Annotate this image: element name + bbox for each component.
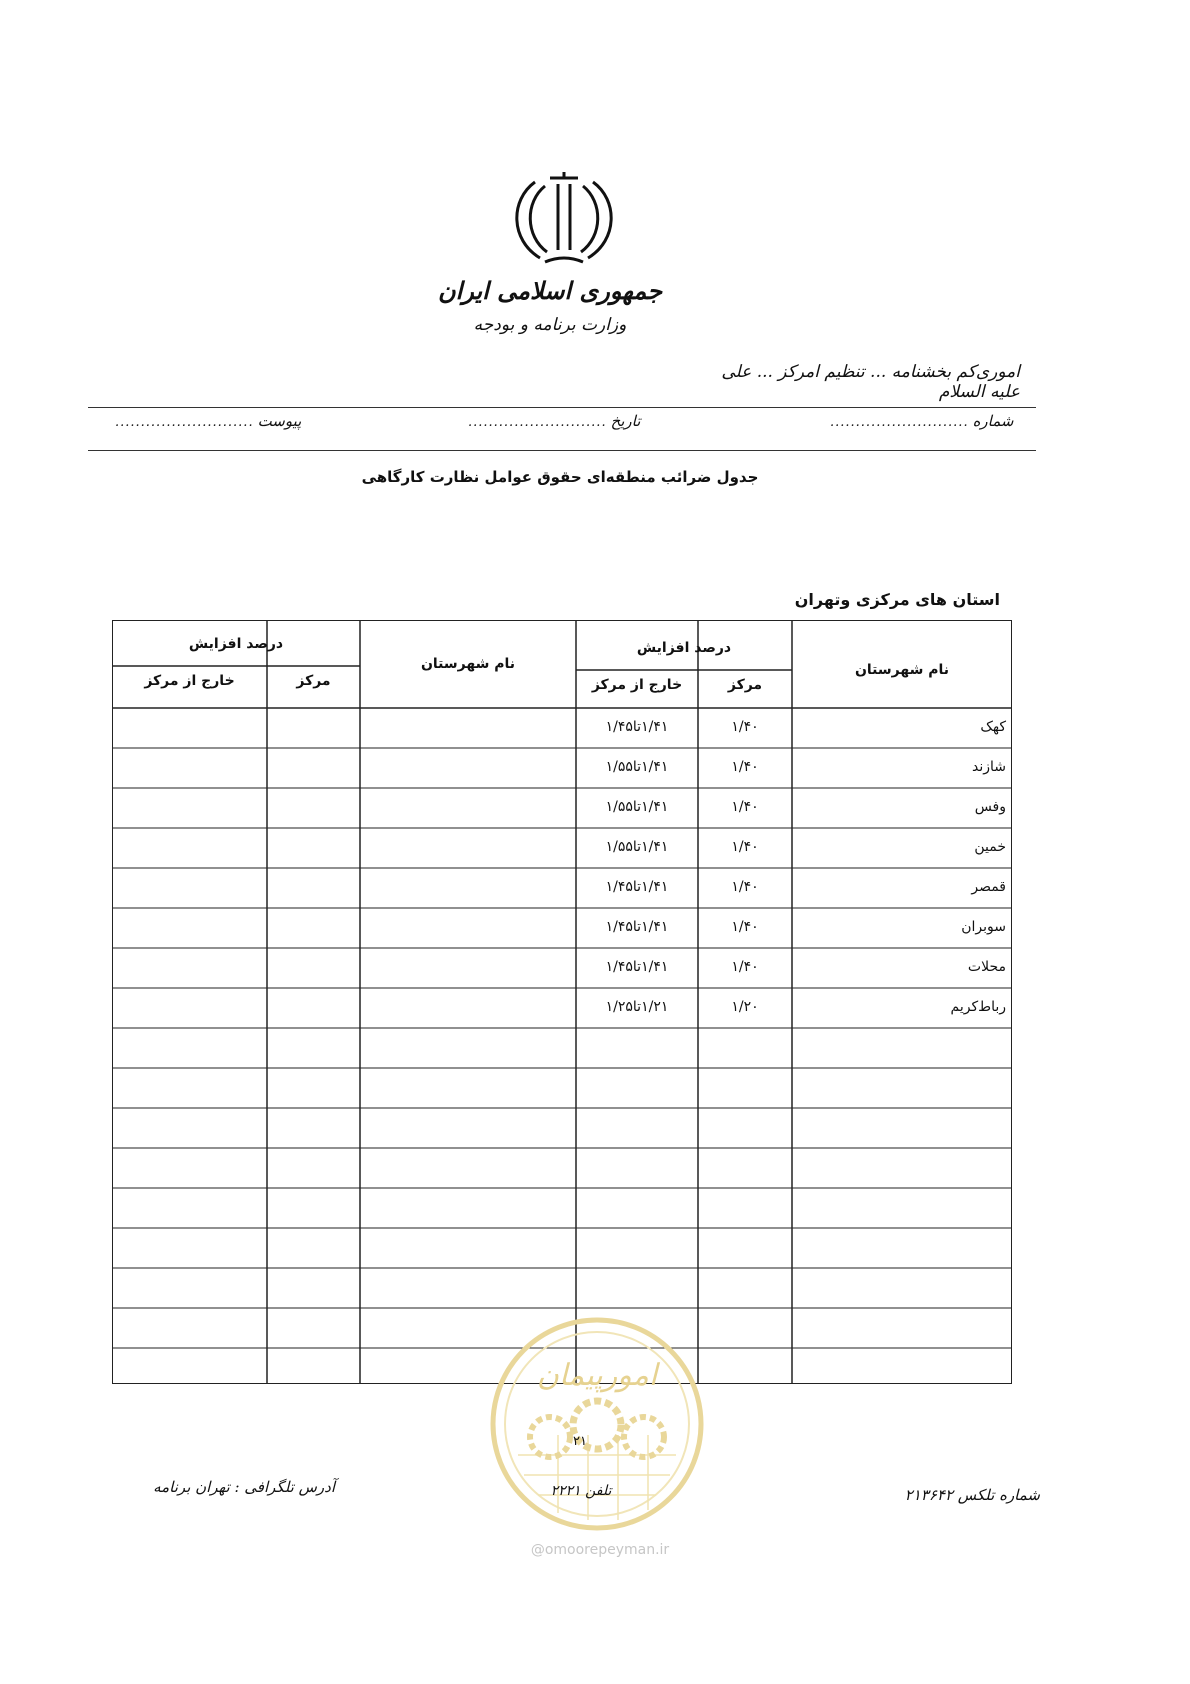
center-coefficient-cell: ۱/۴۰ [731,839,759,855]
center-coefficient-cell: ۱/۴۰ [731,719,759,735]
watermark-site: @omoorepeyman.ir [530,1542,670,1558]
header-rule-bottom [88,450,1036,451]
country-name: جمهوری اسلامی ایران [437,276,663,305]
attachment-field [115,412,301,430]
center-coefficient-cell: ۱/۴۰ [731,799,759,815]
right-center-header: مرکز [727,677,763,693]
city-cell: قمصر [971,879,1006,895]
outside-coefficient-cell: ۱/۴۱تا۱/۵۵ [605,799,669,815]
left-city-header: نام شهرستان [420,656,516,672]
date-label: تاریخ [610,412,641,430]
page-number: ۲۱ [573,1434,587,1449]
center-coefficient-cell: ۱/۴۰ [731,879,759,895]
center-coefficient-cell: ۱/۲۰ [731,999,759,1015]
watermark-logo-text: امورپیمان [536,1358,658,1393]
city-cell: سوبران [961,919,1006,935]
attachment-label: پیوست [257,412,302,430]
left-center-header: مرکز [296,673,331,689]
telex-number: شماره تلکس ۲۱۳۶۴۲ [904,1486,1040,1504]
city-cell: وفس [974,799,1006,815]
date-dots: ........................... [468,415,607,430]
outside-coefficient-cell: ۱/۴۱تا۱/۵۵ [605,839,669,855]
omoorepeyman-watermark-logo [488,1315,706,1533]
attachment-dots: ........................... [115,415,254,430]
right-city-header: نام شهرستان [854,662,950,678]
outside-coefficient-cell: ۱/۴۱تا۱/۵۵ [605,759,669,775]
city-cell: خمین [974,839,1006,855]
left-outside-header: خارج از مرکز [144,673,235,689]
coefficients-table [112,620,1012,1384]
outside-coefficient-cell: ۱/۴۱تا۱/۴۵ [605,879,669,895]
outside-coefficient-cell: ۱/۴۱تا۱/۴۵ [605,719,669,735]
city-cell: محلات [967,959,1006,975]
date-field [468,412,640,430]
document-title: جدول ضرائب منطقه‌ای حقوق عوامل نظارت کارگاهی [361,468,759,486]
outside-coefficient-cell: ۱/۲۱تا۱/۲۵ [605,999,669,1015]
ministry-name: وزارت برنامه و بودجه [473,315,627,335]
city-cell: رباط‌کریم [950,999,1006,1015]
number-label: شماره [972,412,1014,430]
phone-mark: تلفن ۲۲۲۱ [550,1483,612,1499]
header-rule-top [88,407,1036,408]
telegraph-address: آدرس تلگرافی : تهران برنامه [153,1478,335,1496]
center-coefficient-cell: ۱/۴۰ [731,919,759,935]
outside-coefficient-cell: ۱/۴۱تا۱/۴۵ [605,959,669,975]
number-dots: ........................... [830,415,969,430]
handwritten-reference-note: اموری‌کم بخشنامه ... ‌تنظیم امرکز ... علی علیه السلام [721,362,1020,402]
outside-coefficient-cell: ۱/۴۱تا۱/۴۵ [605,919,669,935]
city-cell: کهک [980,719,1006,735]
left-increase-header: درصد افزایش [188,636,284,652]
center-coefficient-cell: ۱/۴۰ [731,759,759,775]
iran-emblem-icon [505,170,623,270]
city-cell: شازند [971,759,1006,775]
region-heading: استان های مرکزی وتهران [794,590,1000,609]
right-increase-header: درصد افزایش [636,640,732,656]
number-field [830,412,1014,430]
right-outside-header: خارج از مرکز [591,677,683,693]
center-coefficient-cell: ۱/۴۰ [731,959,759,975]
